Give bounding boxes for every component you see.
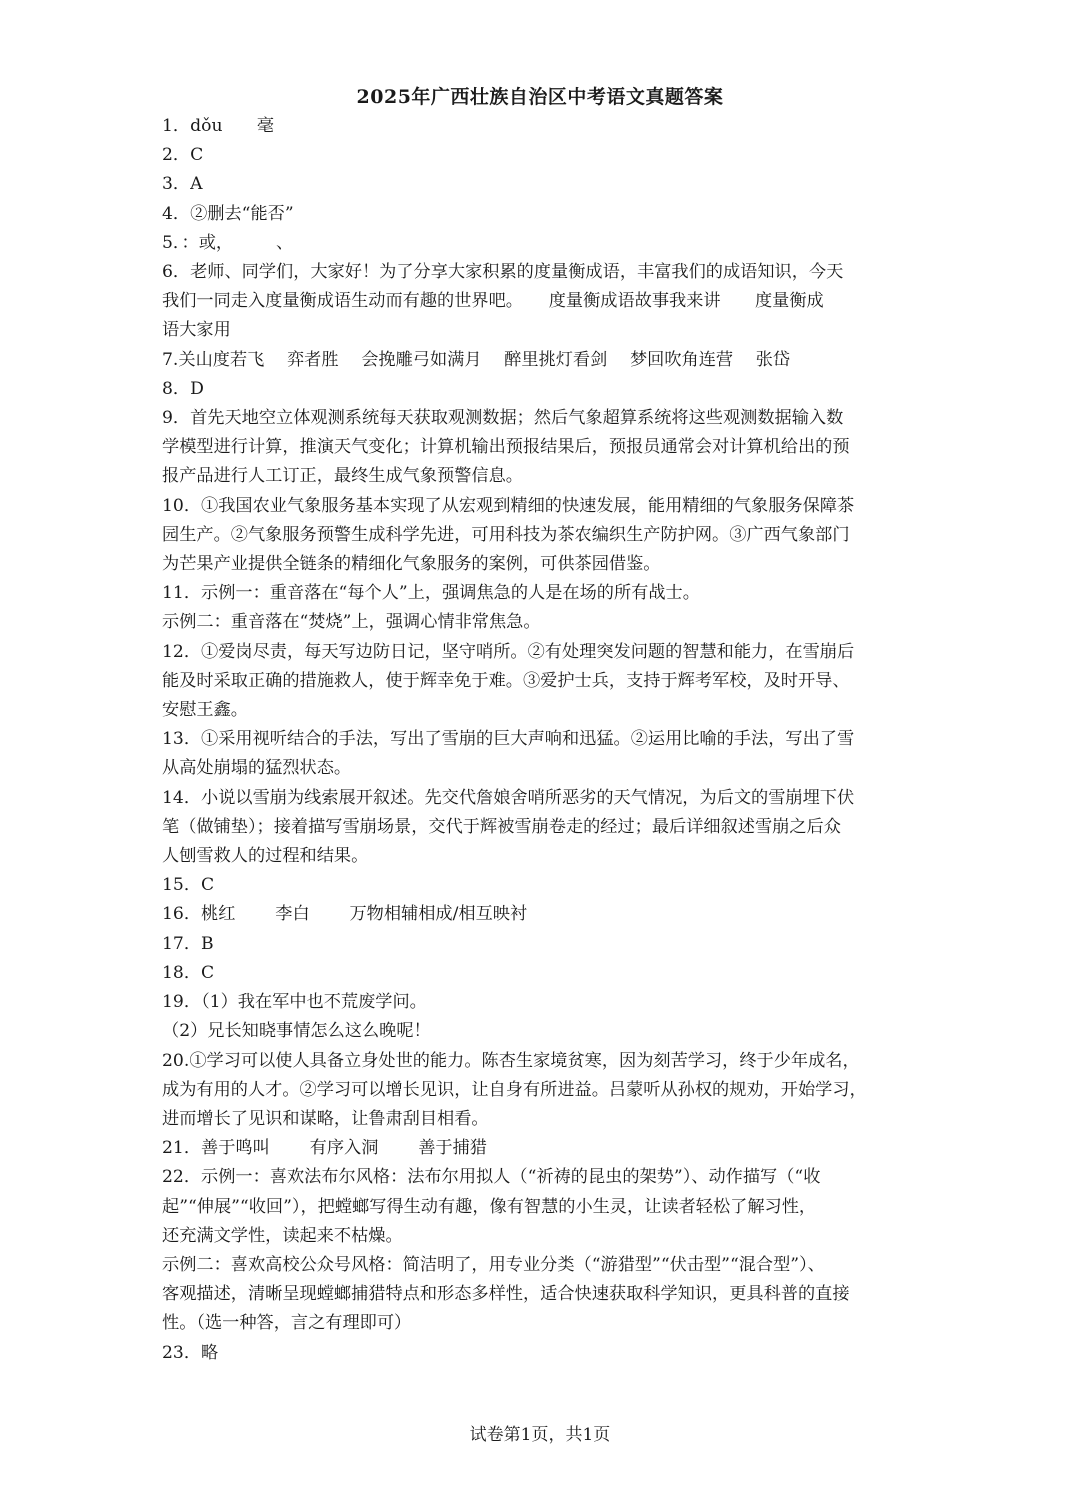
answer-line: 示例二：重音落在“焚烧”上，强调心情非常焦急。 xyxy=(162,612,541,633)
answer-line: 为芒果产业提供全链条的精细化气象服务的案例，可供茶园借鉴。 xyxy=(162,554,661,575)
answer-line: 9．首先天地空立体观测系统每天获取观测数据；然后气象超算系统将这些观测数据输入数 xyxy=(162,408,844,429)
answer-line: 4．②删去“能否” xyxy=(162,203,294,224)
answer-line: 6．老师、同学们，大家好！为了分享大家积累的度量衡成语，丰富我们的成语知识，今天 xyxy=(162,262,844,283)
answer-line: 我们一同走入度量衡成语生动而有趣的世界吧。 度量衡成语故事我来讲 度量衡成 xyxy=(162,291,824,312)
answer-line: 人刨雪救人的过程和结果。 xyxy=(162,846,369,867)
answer-line: 10．①我国农业气象服务基本实现了从宏观到精细的快速发展，能用精细的气象服务保障茶 xyxy=(162,495,855,516)
answer-line: 3．A xyxy=(162,174,203,195)
answer-line: 14．小说以雪崩为线索展开叙述。先交代詹娘舍哨所恶劣的天气情况，为后文的雪崩埋下伏 xyxy=(162,787,855,808)
answer-line: 11．示例一：重音落在“每个人”上，强调焦急的人是在场的所有战士。 xyxy=(162,583,700,604)
document-title: 2025年广西壮族自治区中考语文真题答案 xyxy=(356,86,724,108)
answer-line: 园生产。②气象服务预警生成科学先进，可用科技为茶农编织生产防护网。③广西气象部门 xyxy=(162,524,850,545)
page-footer: 试卷第1页，共1页 xyxy=(469,1425,611,1445)
answer-line: （2）兄长知晓事情怎么这么晚呢！ xyxy=(162,1021,431,1042)
answer-line: 7.关山度若飞 弈者胜 会挽雕弓如满月 醉里挑灯看剑 梦回吹角连营 张岱 xyxy=(162,349,791,370)
answer-line: 从高处崩塌的猛烈状态。 xyxy=(162,758,352,779)
answer-line: 起”“伸展”“收回”），把螳螂写得生动有趣，像有智慧的小生灵，让读者轻松了解习性， xyxy=(162,1196,817,1217)
answer-line: 23．略 xyxy=(162,1342,219,1363)
answer-line: 5．：或， 、 xyxy=(162,232,294,253)
answer-line: 20.①学习可以使人具备立身处世的能力。陈杏生家境贫寒，因为刻苦学习，终于少年成名， xyxy=(162,1050,860,1071)
answer-line: 能及时采取正确的措施救人，使于辉幸免于难。③爱护士兵，支持于辉考军校，及时开导、 xyxy=(162,670,850,691)
answer-line: 2．C xyxy=(162,145,204,166)
answer-line: 13．①采用视听结合的手法，写出了雪崩的巨大声响和迅猛。②运用比喻的手法，写出了雪 xyxy=(162,729,855,750)
answer-line: 笔（做铺垫）；接着描写雪崩场景，交代于辉被雪崩卷走的经过；最后详细叙述雪崩之后众 xyxy=(162,816,841,837)
answer-line: 19．（1）我在军中也不荒废学问。 xyxy=(162,992,427,1013)
answer-line: 还充满文学性，读起来不枯燥。 xyxy=(162,1225,403,1246)
answer-list xyxy=(162,112,922,1368)
answer-line: 成为有用的人才。②学习可以增长见识，让自身有所进益。吕蒙听从孙权的规劝，开始学习， xyxy=(162,1079,867,1100)
answer-line: 客观描述，清晰呈现螳螂捕猎特点和形态多样性，适合快速获取科学知识，更具科普的直接 xyxy=(162,1284,850,1305)
answer-line: 进而增长了见识和谋略，让鲁肃刮目相看。 xyxy=(162,1108,489,1129)
answer-line: 示例二：喜欢高校公众号风格：简洁明了，用专业分类（“游猎型”“伏击型”“混合型”）、 xyxy=(162,1254,825,1275)
answer-line: 语大家用 xyxy=(162,320,231,341)
answer-line: 报产品进行人工订正，最终生成气象预警信息。 xyxy=(162,466,523,487)
answer-line: 12．①爱岗尽责，每天写边防日记，坚守哨所。②有处理突发问题的智慧和能力，在雪崩后 xyxy=(162,641,855,662)
answer-line: 1．dǒu 毫 xyxy=(162,116,275,136)
answer-line: 15．C xyxy=(162,875,215,896)
answer-line: 性。（选一种答，言之有理即可） xyxy=(162,1313,412,1334)
answer-line: 18．C xyxy=(162,962,215,983)
answer-line: 16．桃红 李白 万物相辅相成/相互映衬 xyxy=(162,904,528,925)
answer-line: 安慰王鑫。 xyxy=(162,700,248,721)
answer-line: 8．D xyxy=(162,378,204,399)
answer-line: 22．示例一：喜欢法布尔风格：法布尔用拟人（“祈祷的昆虫的架势”）、动作描写（“收 xyxy=(162,1167,821,1188)
answer-line: 17．B xyxy=(162,933,214,954)
answer-line: 学模型进行计算，推演天气变化；计算机输出预报结果后，预报员通常会对计算机给出的预 xyxy=(162,437,850,458)
answer-line: 21．善于鸣叫 有序入洞 善于捕猎 xyxy=(162,1138,487,1159)
